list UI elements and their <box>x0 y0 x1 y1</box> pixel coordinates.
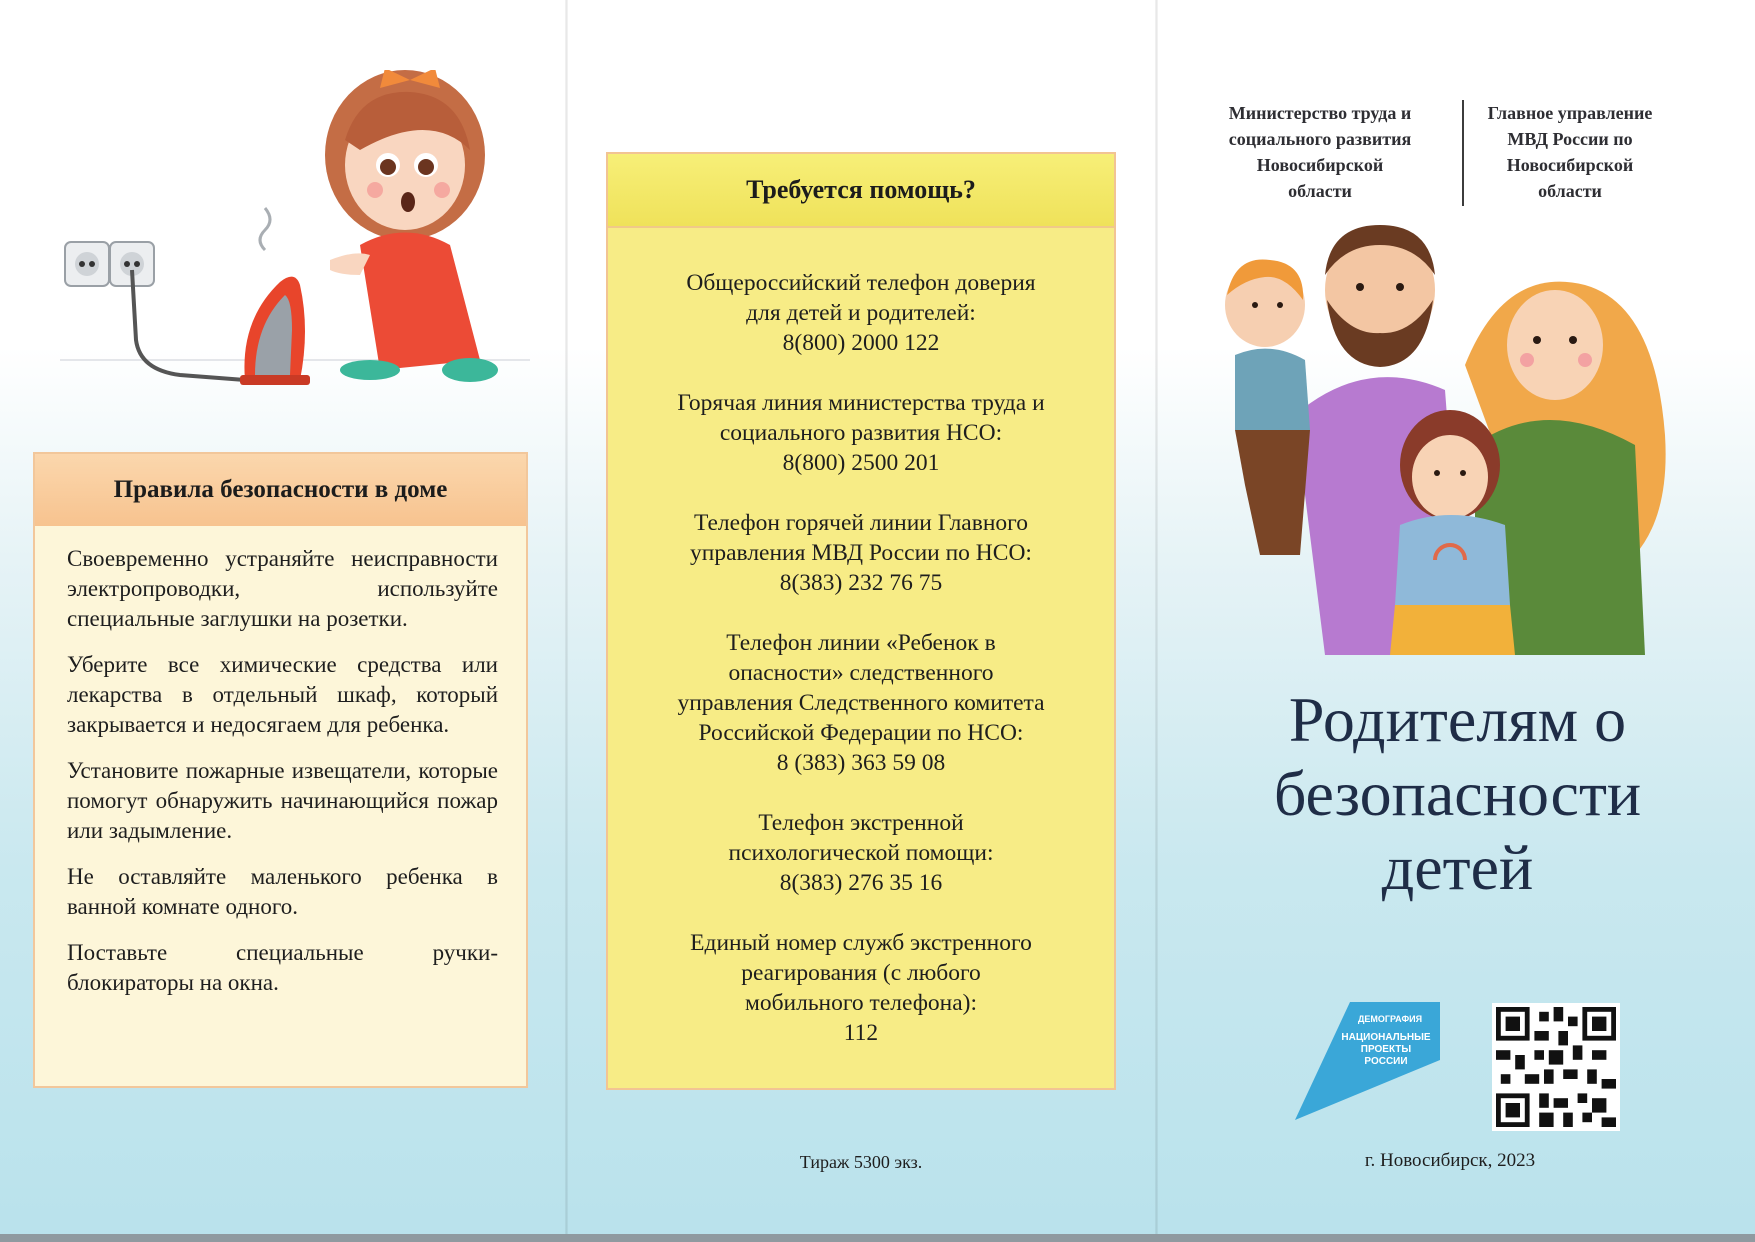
help-item-text: Российской Федерации по НСО: <box>698 720 1024 746</box>
help-phone: 112 <box>843 1020 879 1046</box>
help-phone: 8(800) 2500 201 <box>782 450 940 476</box>
help-item-text: Единый номер служб экстренного <box>690 930 1032 956</box>
org-divider <box>1462 100 1464 206</box>
rules-list <box>35 526 526 998</box>
daughter-icon <box>1390 410 1515 655</box>
help-item <box>618 508 1104 598</box>
print-run: Тираж 5300 экз. <box>799 1152 923 1172</box>
help-item-text: мобильного телефона): <box>744 990 978 1016</box>
fold-line-1 <box>565 0 568 1242</box>
help-item-text: Телефон горячей линии Главного <box>694 510 1028 536</box>
help-item-text: для детей и родителей: <box>746 300 976 326</box>
help-item-text: управления Следственного комитета <box>677 690 1045 716</box>
rules-title: Правила безопасности в доме <box>35 454 526 526</box>
help-phone: 8(383) 276 35 16 <box>779 870 943 896</box>
family-illustration <box>1205 215 1690 685</box>
iron-icon <box>240 208 310 385</box>
help-item <box>618 388 1104 478</box>
org-ministry: Министерство труда и социального развития Новосибирской области <box>1228 103 1412 201</box>
org-police-department: Главное управление МВД России по Новосибирской области <box>1487 103 1653 201</box>
qr-code-icon[interactable] <box>1492 1003 1620 1131</box>
rule-item: Своевременно устраняйте неисправности электропроводки, используйте специальные заглушки на розетки. <box>67 546 498 631</box>
svg-text:ДЕМОГРАФИЯ: ДЕМОГРАФИЯ <box>1357 1014 1423 1024</box>
national-projects-logo-icon <box>1290 1000 1440 1122</box>
svg-text:НАЦИОНАЛЬНЫЕ: НАЦИОНАЛЬНЫЕ <box>1341 1032 1431 1043</box>
help-phone: 8 (383) 363 59 08 <box>776 750 946 776</box>
rule-item: Поставьте специальные ручки-блокираторы на окна. <box>67 940 498 995</box>
help-item <box>618 628 1104 778</box>
girl-iron-illustration <box>60 70 530 410</box>
help-item <box>618 808 1104 898</box>
help-contacts-card <box>606 152 1116 1090</box>
help-item-text: реагирования (с любого <box>741 960 981 986</box>
rule-item: Уберите все химические средства или лекарства в отдельный шкаф, который закрывается и недосягаем для ребенка. <box>67 652 498 737</box>
fold-line-2 <box>1155 0 1158 1242</box>
organizations <box>1210 100 1680 210</box>
rule-item: Установите пожарные извещатели, которые помогут обнаружить начинающийся пожар или задымление. <box>67 758 498 843</box>
city-year: г. Новосибирск, 2023 <box>1364 1150 1536 1171</box>
help-item <box>618 928 1104 1048</box>
help-item-text: Телефон экстренной <box>758 810 964 836</box>
help-item <box>618 268 1104 358</box>
boy-icon <box>1225 259 1310 555</box>
help-item-text: управления МВД России по НСО: <box>690 540 1032 566</box>
help-item-text: Горячая линия министерства труда и <box>677 390 1045 416</box>
help-phone: 8(383) 232 76 75 <box>779 570 943 596</box>
home-safety-rules-card <box>33 452 528 1088</box>
svg-text:РОССИИ: РОССИИ <box>1364 1056 1408 1067</box>
help-item-text: Телефон линии «Ребенок в <box>726 630 996 656</box>
help-item-text: Общероссийский телефон доверия <box>686 270 1036 296</box>
scan-edge <box>0 1234 1755 1242</box>
girl-icon <box>325 70 498 382</box>
title-line: детей <box>1381 832 1534 903</box>
help-title: Требуется помощь? <box>608 154 1114 228</box>
help-list <box>608 228 1114 1048</box>
title-line: безопасности <box>1273 758 1642 829</box>
help-phone: 8(800) 2000 122 <box>782 330 940 356</box>
svg-text:ПРОЕКТЫ: ПРОЕКТЫ <box>1360 1044 1412 1055</box>
help-item-text: социального развития НСО: <box>719 420 1003 446</box>
help-item-text: опасности» следственного <box>728 660 994 686</box>
title-line: Родителям о <box>1288 684 1627 755</box>
help-item-text: психологической помощи: <box>728 840 994 866</box>
brochure-title <box>1215 683 1700 905</box>
rule-item: Не оставляйте маленького ребенка в ванной комнате одного. <box>67 864 498 919</box>
